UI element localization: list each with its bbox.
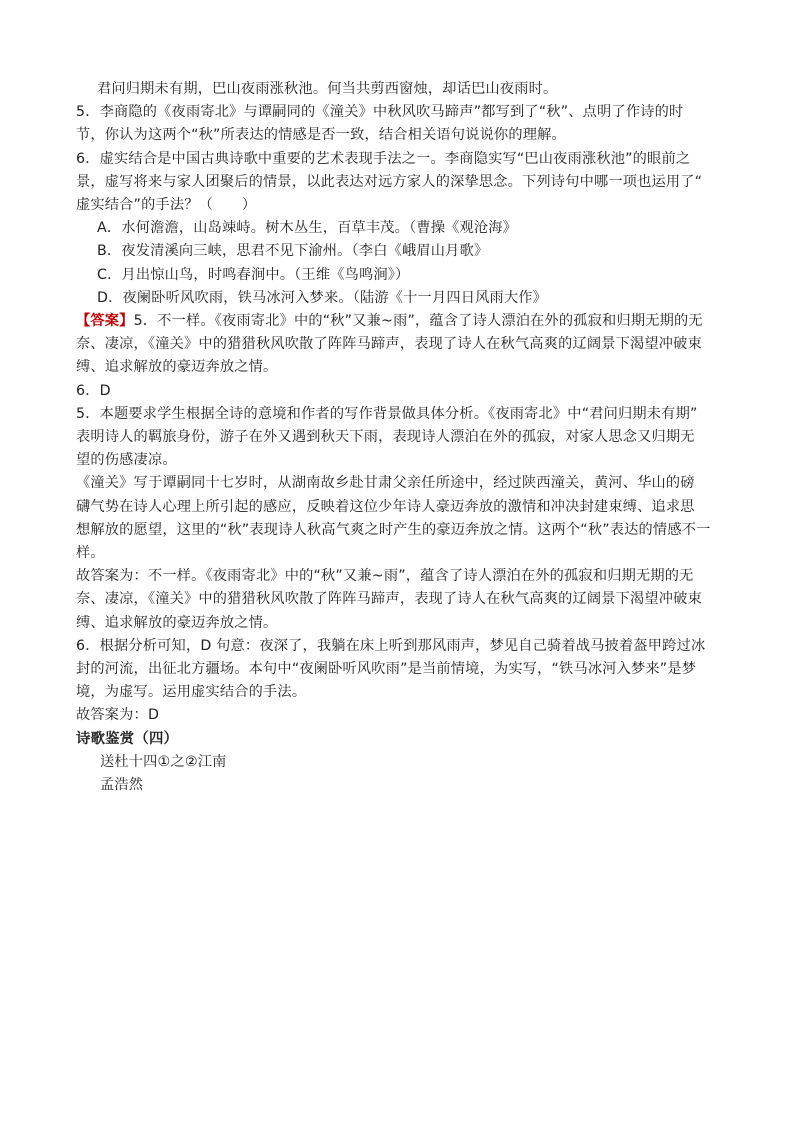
- analysis-5-line-2: 表明诗人的羁旅身份，游子在外又遇到秋天下雨，表现诗人漂泊在外的孤寂，对家人思念又归期无: [76, 429, 695, 446]
- analysis-tongguan-line-3: 想解放的愿望，这里的“秋”表现诗人秋高气爽之时产生的豪迈奔放之情。这两个“秋”表达的情感不一: [76, 521, 711, 538]
- option-b: B．夜发清溪向三峡，思君不见下渝州。（李白《峨眉山月歌》: [97, 243, 489, 260]
- analysis-6-line-1: 6．根据分析可知，D 句意：夜深了，我躺在床上听到那风雨声，梦见自己骑着战马披着盔甲跨过冰: [76, 637, 706, 654]
- answer-line-2: 奈、凄凉，《潼关》中的猎猎秋风吹散了阵阵马蹄声，表现了诗人在秋气高爽的辽阔景下渴望冲破束: [76, 336, 702, 353]
- poem-title: 送杜十四①之②江南: [100, 753, 227, 770]
- question-6-line-2: 景，虚写将来与家人团聚后的情景，以此表达对远方家人的深挚思念。下列诗句中哪一项也运用了“: [76, 173, 703, 190]
- analysis-5-line-1: 5．本题要求学生根据全诗的意境和作者的写作背景做具体分析。《夜雨寄北》中“君问归期未有期”: [76, 405, 698, 422]
- analysis-tongguan-line-4: 样。: [76, 545, 105, 562]
- answer-line-3: 缚、追求解放的豪迈奔放之情。: [76, 359, 278, 376]
- question-5-line-2: 节，你认为这两个“秋”所表达的情感是否一致，结合相关语句说说你的理解。: [76, 127, 566, 144]
- answer-line-1: [76, 310, 726, 333]
- answer-line-1-text: 5．不一样。《夜雨寄北》中的“秋”又兼~雨”，蕴含了诗人漂泊在外的孤寂和归期无期的无: [133, 313, 703, 330]
- final-5-line-2: 奈、凄凉，《潼关》中的猎猎秋风吹散了阵阵马蹄声，表现了诗人在秋气高爽的辽阔景下渴望冲破束: [76, 591, 702, 608]
- final-5-line-3: 缚、追求解放的豪迈奔放之情。: [76, 614, 278, 631]
- document-content: [76, 78, 726, 797]
- option-d: D．夜阑卧听风吹雨，铁马冰河入梦来。（陆游《十一月四日风雨大作》: [97, 289, 548, 306]
- final-5-line-1: 故答案为：不一样。《夜雨寄北》中的“秋”又兼~雨”，蕴含了诗人漂泊在外的孤寂和归期无期的无: [76, 568, 694, 585]
- question-5-line-1: 5．李商隐的《夜雨寄北》与谭嗣同的《潼关》中秋风吹马蹄声”都写到了“秋”、点明了作诗的时: [76, 104, 684, 121]
- analysis-tongguan-line-2: 礴气势在诗人心理上所引起的感应，反映着这位少年诗人豪迈奔放的激情和冲决封建束缚、追求思: [76, 498, 695, 515]
- analysis-5-line-3: 望的伤感凄凉。: [76, 452, 177, 469]
- analysis-tongguan-line-1: 《潼关》写于谭嗣同十七岁时，从湖南故乡赴甘肃父亲任所途中，经过陕西潼关，黄河、华山的磅: [76, 475, 695, 492]
- answer-6: 6．D: [76, 382, 111, 399]
- section-title: 诗歌鉴赏（四）: [76, 730, 179, 747]
- option-a: A．水何澹澹，山岛竦峙。树木丛生，百草丰茂。（曹操《观沧海》: [97, 220, 518, 237]
- option-c: C．月出惊山鸟，时鸣春涧中。（王维《鸟鸣涧》）: [97, 266, 410, 283]
- question-6-line-1: 6．虚实结合是中国古典诗歌中重要的艺术表现手法之一。李商隐实写“巴山夜雨涨秋池”的眼前之: [76, 150, 691, 167]
- answer-tag: 【答案】: [76, 313, 134, 330]
- poem-author: 孟浩然: [100, 777, 144, 794]
- analysis-6-line-2: 封的河流，出征北方疆场。本句中“夜阑卧听风吹雨”是当前情境，为实写，“铁马冰河入梦来”是梦: [76, 661, 697, 678]
- poem-last-line: 君问归期未有期，巴山夜雨涨秋池。何当共剪西窗烛，却话巴山夜雨时。: [97, 81, 558, 97]
- question-6-line-3: 虚实结合”的手法？（ ）: [76, 197, 257, 214]
- final-6: 故答案为：D: [76, 707, 160, 724]
- analysis-6-line-3: 境，为虚写。运用虚实结合的手法。: [76, 684, 307, 701]
